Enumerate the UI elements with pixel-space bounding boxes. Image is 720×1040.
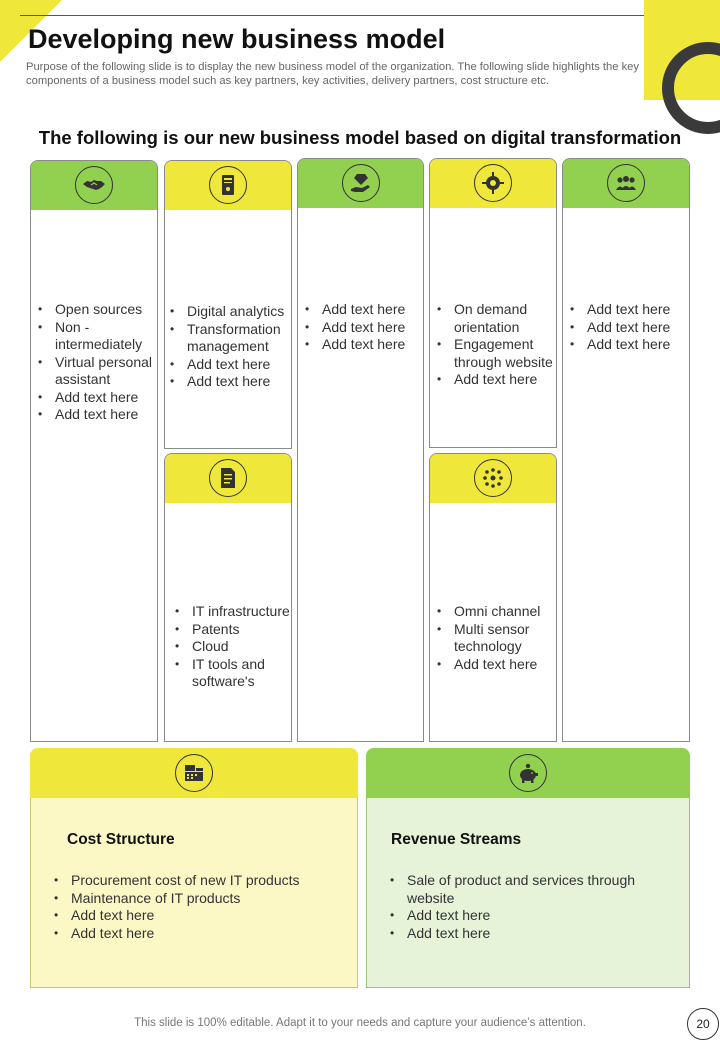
list-item: • IT tools and software's	[173, 656, 292, 691]
card-key-activities	[164, 160, 292, 449]
card-items	[36, 301, 158, 424]
panel-title: Cost Structure	[67, 831, 175, 848]
panel-header	[30, 748, 358, 798]
document-icon	[209, 459, 247, 497]
card-header	[164, 160, 292, 210]
panel-title: Revenue Streams	[391, 831, 522, 848]
card-header	[562, 158, 690, 208]
list-item: • Add text here	[435, 371, 557, 389]
people-group-icon	[607, 164, 645, 202]
cash-register-icon	[175, 754, 213, 792]
list-item: • Patents	[173, 621, 292, 639]
card-items	[435, 603, 557, 673]
card-key-partners	[30, 160, 158, 742]
list-item: • Add text here	[388, 925, 678, 943]
card-items	[435, 301, 557, 389]
list-item: • Virtual personal assistant	[36, 354, 158, 389]
list-item: • IT infrastructure	[173, 603, 292, 621]
page-number: 20	[687, 1008, 719, 1040]
list-item: • Non - intermediately	[36, 319, 158, 354]
list-item: • Transformation management	[168, 321, 292, 356]
handshake-icon	[75, 166, 113, 204]
panel-header	[366, 748, 690, 798]
list-item: • Multi sensor technology	[435, 621, 557, 656]
card-value-proposition	[297, 158, 424, 742]
panel-items	[52, 872, 352, 942]
list-item: • Add text here	[388, 907, 678, 925]
list-item: • Add text here	[303, 319, 424, 337]
list-item: • Add text here	[568, 319, 690, 337]
piggy-bank-icon	[509, 754, 547, 792]
card-customer-segments	[562, 158, 690, 742]
list-item: • Cloud	[173, 638, 292, 656]
card-items	[303, 301, 424, 354]
card-channels	[429, 453, 557, 742]
list-item: • Add text here	[168, 356, 292, 374]
list-item: • Open sources	[36, 301, 158, 319]
diamond-hand-icon	[342, 164, 380, 202]
card-items	[168, 303, 292, 391]
section-heading: The following is our new business model based on digital transformation	[38, 127, 682, 148]
card-header	[297, 158, 424, 208]
server-icon	[209, 166, 247, 204]
list-item: • Procurement cost of new IT products	[52, 872, 352, 890]
card-items	[568, 301, 690, 354]
card-header	[429, 158, 557, 208]
list-item: • Engagement through website	[435, 336, 557, 371]
page-subtitle: Purpose of the following slide is to display the new business model of the organization. The following slide highlights the key components of a business model such as key partners, key activities, delivery partners, cost structure etc.	[26, 61, 639, 87]
list-item: • Digital analytics	[168, 303, 292, 321]
list-item: • Add text here	[303, 336, 424, 354]
page-title: Developing new business model	[28, 24, 446, 54]
card-items	[173, 603, 292, 691]
list-item: • On demand orientation	[435, 301, 557, 336]
card-customer-relationships	[429, 158, 557, 448]
list-item: • Add text here	[568, 336, 690, 354]
gear-network-icon	[474, 164, 512, 202]
card-header	[164, 453, 292, 503]
header-rule	[20, 15, 644, 16]
list-item: • Add text here	[303, 301, 424, 319]
network-nodes-icon	[474, 459, 512, 497]
list-item: • Add text here	[168, 373, 292, 391]
list-item: • Add text here	[435, 656, 557, 674]
cost-structure-panel	[30, 748, 358, 988]
card-header	[429, 453, 557, 503]
panel-items	[388, 872, 678, 942]
card-key-resources	[164, 453, 292, 742]
list-item: • Maintenance of IT products	[52, 890, 352, 908]
list-item: • Add text here	[52, 907, 352, 925]
card-header	[30, 160, 158, 210]
list-item: • Sale of product and services through website	[388, 872, 678, 907]
list-item: • Omni channel	[435, 603, 557, 621]
list-item: • Add text here	[52, 925, 352, 943]
footer-note: This slide is 100% editable. Adapt it to your needs and capture your audience’s attention.	[134, 1017, 586, 1029]
list-item: • Add text here	[36, 406, 158, 424]
list-item: • Add text here	[36, 389, 158, 407]
revenue-streams-panel	[366, 748, 690, 988]
list-item: • Add text here	[568, 301, 690, 319]
